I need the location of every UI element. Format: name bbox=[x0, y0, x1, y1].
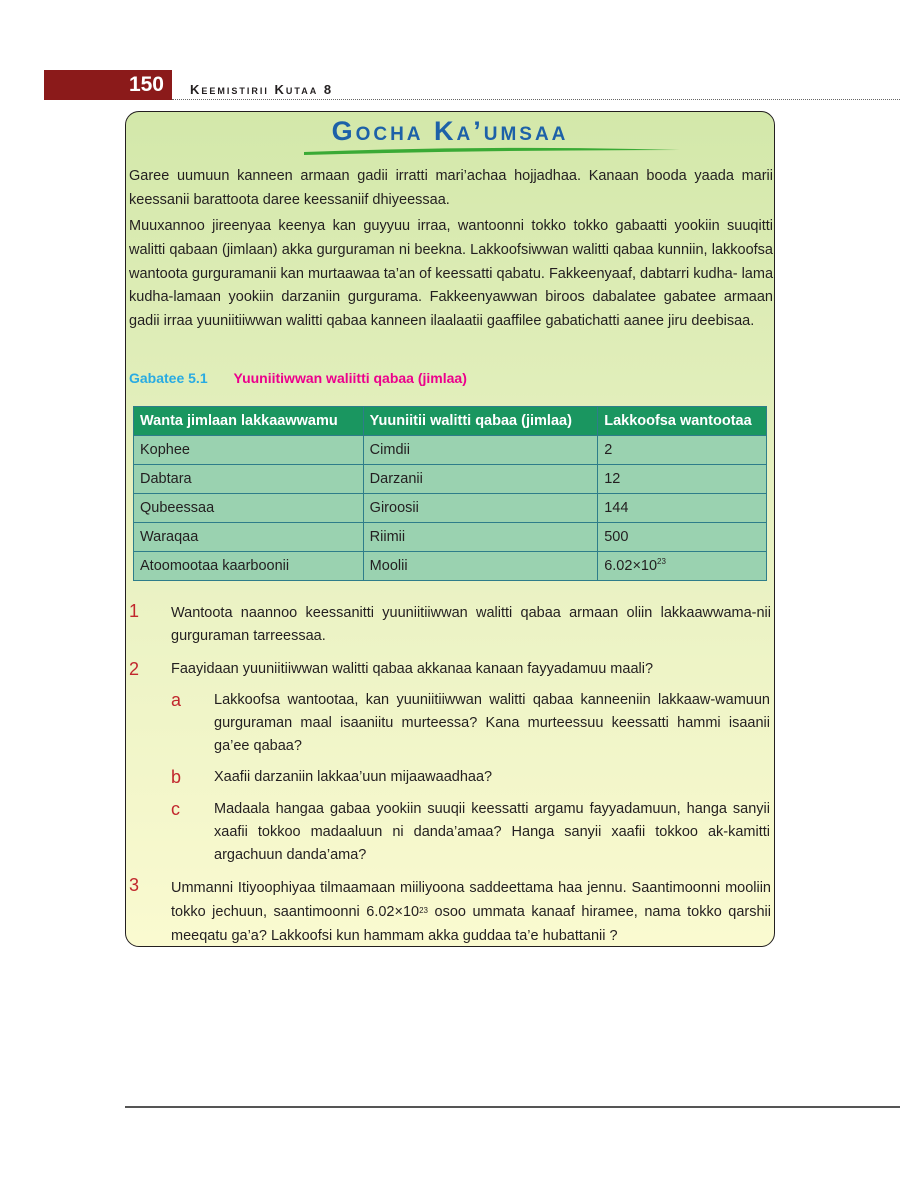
question-2-number: 2 bbox=[129, 659, 140, 679]
running-head: Keemistirii Kutaa 8 bbox=[190, 82, 334, 97]
page-number: 150 bbox=[44, 70, 172, 100]
footer-rule bbox=[125, 1106, 900, 1108]
mole-exponent: 23 bbox=[657, 557, 666, 566]
question-1-text: Wantoota naannoo keessanitti yuuniitiiwwan walitti qabaa armaan oliin lakkaawwama-nii gurguraman tarreessaa. bbox=[171, 605, 771, 644]
question-2b-letter: b bbox=[171, 767, 182, 787]
table-header-cell: Wanta jimlaan lakkaawwamu bbox=[134, 407, 364, 436]
question-2c-letter: c bbox=[171, 799, 180, 819]
table-cell: 2 bbox=[598, 436, 767, 465]
question-2c-text: Madaala hangaa gabaa yookiin suuqii keessatti argamu fayyadamuun, hanga sanyii xaafii tokkoo madaaluun ni danda’amaa? Hanga sanyii xaafii tokkoo ak-kamitti argachuun danda’ama? bbox=[214, 801, 770, 863]
table-row bbox=[134, 465, 767, 494]
table-cell: 144 bbox=[598, 494, 767, 523]
table-row bbox=[134, 523, 767, 552]
question-2a-letter: a bbox=[171, 690, 182, 710]
table-header-row bbox=[134, 407, 767, 436]
table-cell: Giroosii bbox=[363, 494, 598, 523]
table-header-cell: Lakkoofsa wantootaa bbox=[598, 407, 767, 436]
units-table bbox=[133, 406, 767, 581]
table-row bbox=[134, 494, 767, 523]
table-cell: 12 bbox=[598, 465, 767, 494]
table-cell: Cimdii bbox=[363, 436, 598, 465]
question-3-text-end: osoo ummata kanaaf hiramee, nama tokko qarshii meeqatu ga’a? Lakkoofsi kun hammam akka guddaa ta’e hubattanii ? bbox=[171, 904, 771, 944]
table-cell: Kophee bbox=[134, 436, 364, 465]
table-cell: Moolii bbox=[363, 552, 598, 581]
header-dotted-rule bbox=[172, 99, 900, 100]
mole-value: 6.02×10 bbox=[604, 558, 658, 574]
table-cell: Riimii bbox=[363, 523, 598, 552]
table-row bbox=[134, 436, 767, 465]
question-2a-text: Lakkoofsa wantootaa, kan yuuniitiiwwan walitti qabaa kanneeniin lakkaaw-wamuun gurguraman maal isaaniitu murteessa? Kana murteessuu keessatti hammi isaanii ga’ee qabaa? bbox=[214, 692, 770, 754]
table-cell: Atoomootaa kaarboonii bbox=[134, 552, 364, 581]
table-header-cell: Yuuniitii walitti qabaa (jimlaa) bbox=[363, 407, 598, 436]
question-3-number: 3 bbox=[129, 875, 140, 895]
activity-box bbox=[125, 111, 775, 947]
table-caption-number: Gabatee 5.1 bbox=[129, 370, 208, 386]
question-3-text bbox=[171, 876, 771, 948]
table-cell: Waraqaa bbox=[134, 523, 364, 552]
question-3-exponent: 23 bbox=[419, 906, 428, 915]
table-cell: 500 bbox=[598, 523, 767, 552]
table-caption bbox=[129, 370, 467, 386]
context-paragraph: Muuxannoo jireenyaa keenya kan guyyuu irraa, wantoonni tokko tokko gabaatti yookiin suuqitti walitti qabaan (jimlaan) akka gurguraman ni beekna. Lakkoofsiwwan walitti qabaa kunniin, lakkoofsa wantoota gurguramanii kan murtaawaa ta’an of keessatti qabatu. Fakkeenyaaf, dabtarri kudha- lama kudha-lamaan yookiin darzaniin gurgurama. Fakkeenyawwan biroos dabalatee gabatee armaan gadii irraa yuuniitiiwwan walitti qabaa kanneen ilaalaatii gaaffilee gabatichatti aanee jiru deebisaa. bbox=[129, 218, 774, 330]
intro-paragraph: Garee uumuun kanneen armaan gadii irratti mari’achaa hojjadhaa. Kanaan booda yaada marii keessanii barattoota daree keessaniif dhiyeessaa. bbox=[129, 168, 773, 208]
table-cell: Darzanii bbox=[363, 465, 598, 494]
table-caption-title: Yuuniitiwwan waliitti qabaa (jimlaa) bbox=[233, 370, 467, 386]
question-2b-text: Xaafii darzaniin lakkaa’uun mijaawaadhaa? bbox=[214, 769, 493, 785]
table-cell: Qubeessaa bbox=[134, 494, 364, 523]
question-1-number: 1 bbox=[129, 601, 140, 621]
table-cell bbox=[598, 552, 767, 581]
table-row bbox=[134, 552, 767, 581]
question-3-text-start: Ummanni Itiyoophiyaa tilmaamaan miiliyoona saddeettama haa jennu. Saantimoonni mooliin tokko jechuun, saantimoonni 6.02×10 bbox=[171, 880, 771, 920]
title-swoosh bbox=[302, 146, 682, 156]
activity-title: Gocha Ka’umsaa bbox=[331, 116, 569, 146]
question-2-text: Faayidaan yuuniitiiwwan walitti qabaa akkanaa kanaan fayyadamuu maali? bbox=[171, 661, 654, 677]
table-cell: Dabtara bbox=[134, 465, 364, 494]
